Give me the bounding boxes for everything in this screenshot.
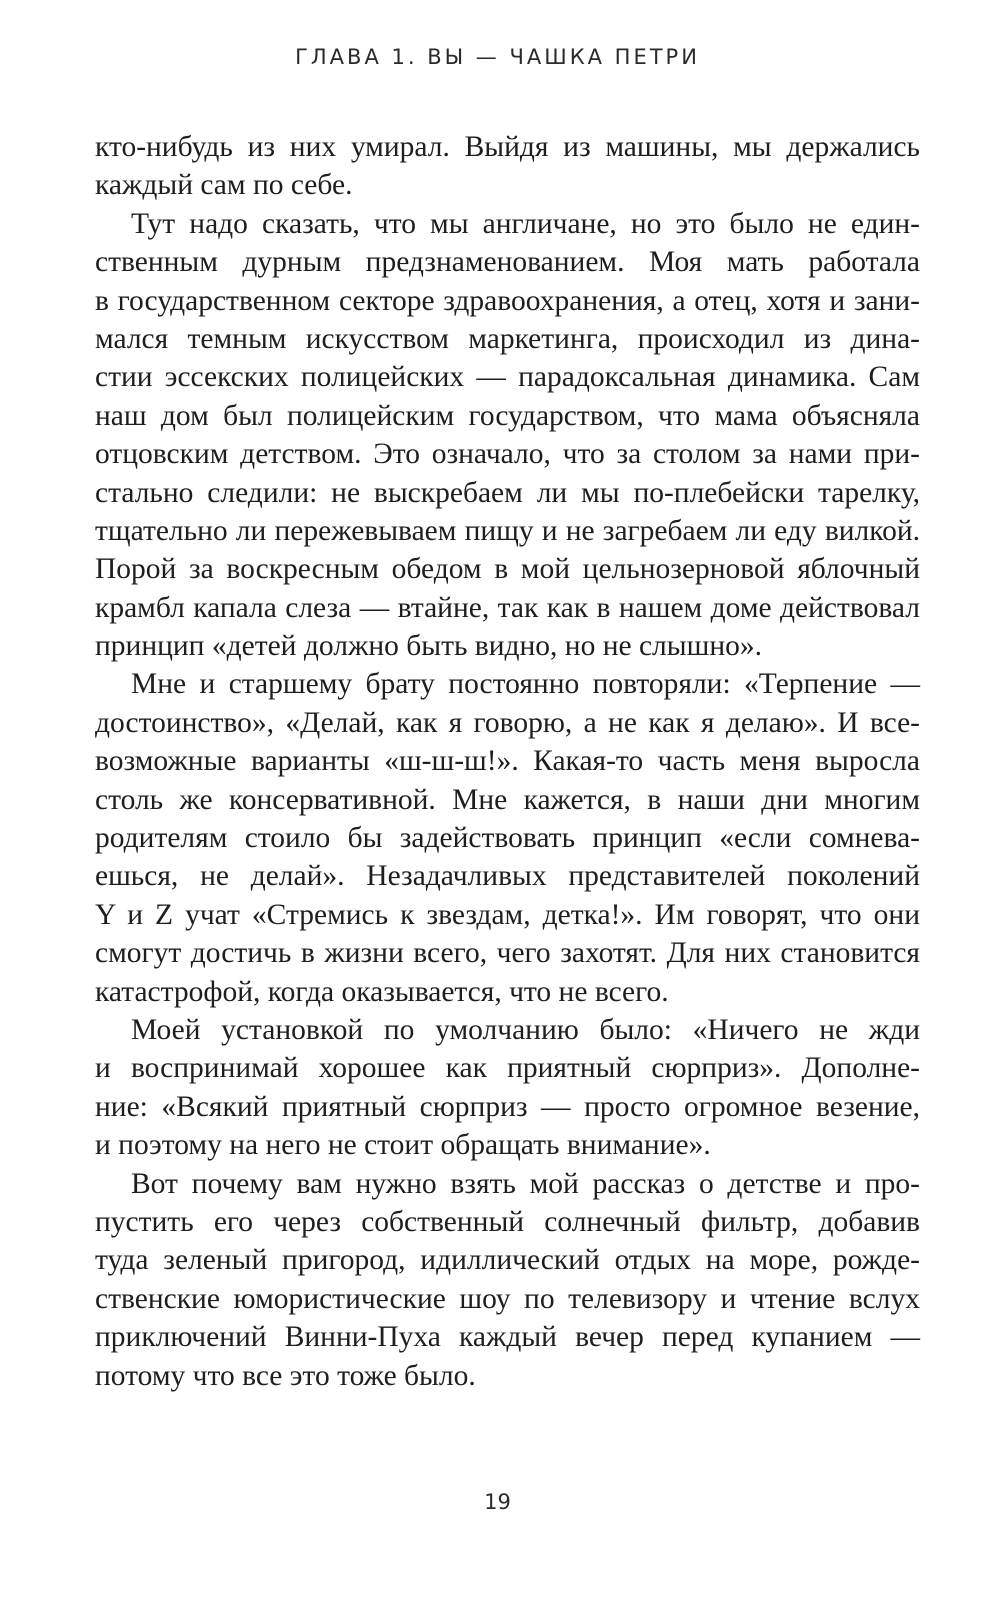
paragraph xyxy=(95,128,920,205)
text-line: стально следили: не выскребаем ли мы по-плебейски тарелку, xyxy=(95,476,920,509)
text-line: в государственном секторе здравоохранения, а отец, хотя и зани- xyxy=(95,284,920,317)
text-line: стии эссекских полицейских — парадоксальная динамика. Сам xyxy=(95,361,920,394)
text-line: Порой за воскресным обедом в мой цельнозерновой яблочный xyxy=(95,553,920,586)
text-line: ешься, не делай». Незадачливых представителей поколений xyxy=(95,860,920,893)
text-line: смогут достичь в жизни всего, чего захотят. Для них становится xyxy=(95,937,920,970)
text-line: возможные варианты «ш-ш-ш!». Какая-то часть меня выросла xyxy=(95,745,920,778)
text-line: каждый сам по себе. xyxy=(95,169,353,202)
text-line: и воспринимай хорошее как приятный сюрприз». Дополне- xyxy=(95,1052,920,1085)
text-line: пустить его через собственный солнечный фильтр, добавив xyxy=(95,1205,920,1238)
text-line: и поэтому на него не стоит обращать внимание». xyxy=(95,1129,711,1162)
text-line: столь же консервативной. Мне кажется, в наши дни многим xyxy=(95,783,920,816)
text-line: родителям стоило бы задействовать принцип «если сомнева- xyxy=(95,822,920,855)
paragraph xyxy=(95,205,920,666)
body-text xyxy=(95,128,920,1395)
text-line: мался темным искусством маркетинга, происходил из дина- xyxy=(95,322,920,355)
text-line: достоинство», «Делай, как я говорю, а не как я делаю». И все- xyxy=(95,706,920,739)
running-header: ГЛАВА 1. ВЫ — ЧАШКА ПЕТРИ xyxy=(295,45,700,69)
text-line: принцип «детей должно быть видно, но не слышно». xyxy=(95,630,762,663)
page-number: 19 xyxy=(484,1490,511,1514)
text-line: Вот почему вам нужно взять мой рассказ о детстве и про- xyxy=(131,1167,920,1200)
text-line: Мне и старшему брату постоянно повторяли: «Терпение — xyxy=(131,668,920,701)
text-line: ственным дурным предзнаменованием. Моя мать работала xyxy=(95,246,920,279)
text-line: ние: «Всякий приятный сюрприз — просто огромное везение, xyxy=(95,1090,920,1123)
text-line: наш дом был полицейским государством, что мама объясняла xyxy=(95,399,920,432)
paragraph xyxy=(95,1011,920,1165)
text-line: Y и Z учат «Стремись к звездам, детка!». Им говорят, что они xyxy=(95,898,920,931)
text-line: крамбл капала слеза — втайне, так как в нашем доме действовал xyxy=(95,591,920,624)
text-line: катастрофой, когда оказывается, что не всего. xyxy=(95,975,669,1008)
text-line: ственские юмористические шоу по телевизору и чтение вслух xyxy=(95,1282,920,1315)
text-line: Тут надо сказать, что мы англичане, но это было не един- xyxy=(131,207,920,240)
text-line: кто-нибудь из них умирал. Выйдя из машины, мы держались xyxy=(95,131,920,163)
text-line: Моей установкой по умолчанию было: «Ничего не жди xyxy=(131,1013,920,1046)
paragraph xyxy=(95,1165,920,1395)
paragraph xyxy=(95,665,920,1011)
text-line: приключений Винни-Пуха каждый вечер перед купанием — xyxy=(95,1321,920,1354)
text-line: отцовским детством. Это означало, что за столом за нами при- xyxy=(95,438,920,471)
text-line: потому что все это тоже было. xyxy=(95,1359,476,1392)
text-line: тщательно ли пережевываем пищу и не загребаем ли еду вилкой. xyxy=(95,514,920,547)
text-line: туда зеленый пригород, идиллический отдых на море, рожде- xyxy=(95,1244,920,1277)
